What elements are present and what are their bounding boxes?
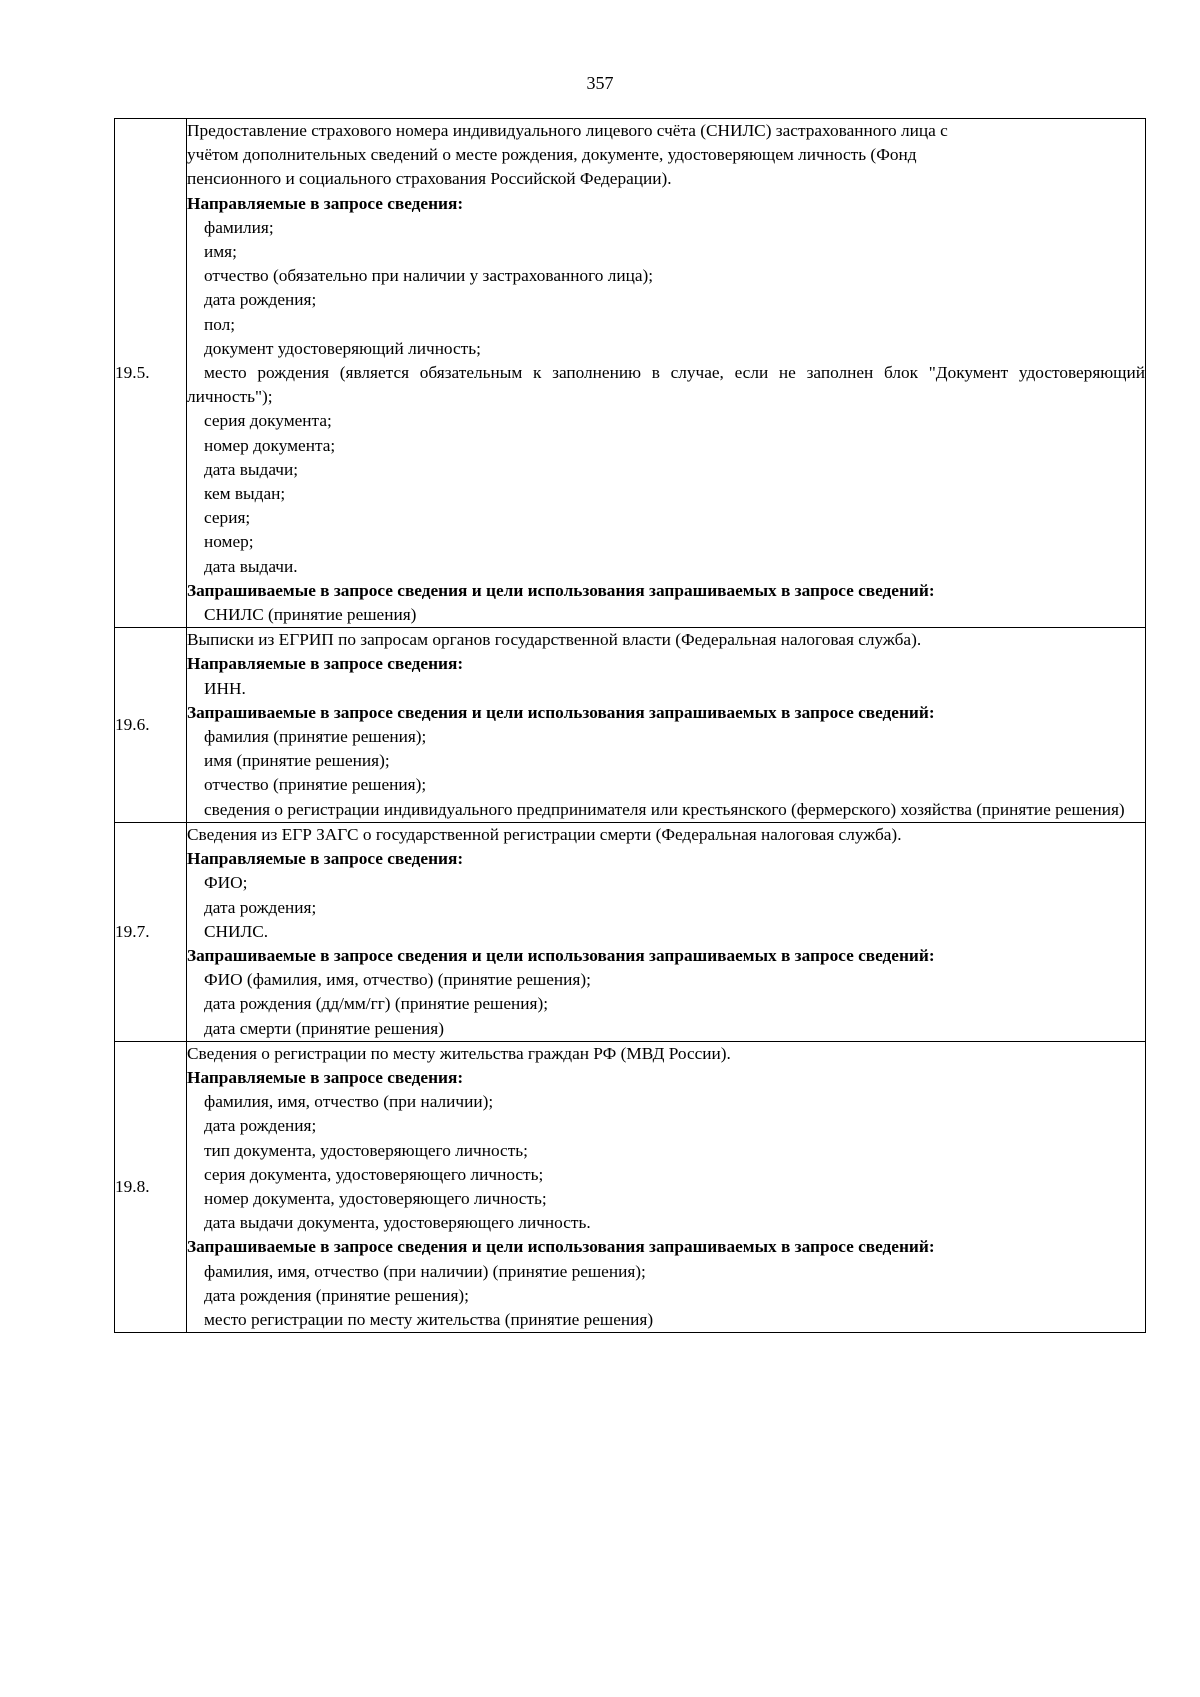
list-item: СНИЛС (принятие решения)	[204, 605, 417, 625]
list-item: кем выдан;	[204, 484, 286, 504]
list-item: дата рождения;	[204, 897, 317, 917]
requested-heading: Запрашиваемые в запросе сведения и цели использования запрашиваемых в запросе сведений:	[187, 945, 935, 965]
list-item: пол;	[204, 314, 236, 334]
list-item: серия документа;	[204, 411, 332, 431]
sent-heading: Направляемые в запросе сведения:	[187, 654, 464, 674]
list-item: фамилия, имя, отчество (при наличии);	[204, 1092, 494, 1112]
sent-heading: Направляемые в запросе сведения:	[187, 193, 464, 213]
row-title-line: Предоставление страхового номера индивидуального лицевого счёта (СНИЛС) застрахованного лица с	[187, 121, 948, 140]
list-item: дата рождения;	[204, 290, 317, 310]
row-title-line: учётом дополнительных сведений о месте рождения, документе, удостоверяющем личность (Фонд	[187, 145, 917, 165]
list-item: дата выдачи.	[204, 556, 298, 576]
list-item: СНИЛС.	[204, 921, 269, 941]
list-item: отчество (принятие решения);	[204, 775, 427, 795]
list-item: имя;	[204, 242, 237, 262]
row-content	[187, 1041, 1146, 1332]
row-title-line: Сведения о регистрации по месту жительства граждан РФ (МВД России).	[187, 1043, 731, 1063]
list-item: номер;	[204, 532, 254, 552]
requested-heading: Запрашиваемые в запросе сведения и цели использования запрашиваемых в запросе сведений:	[187, 702, 935, 722]
list-item: ФИО;	[204, 873, 248, 893]
row-content	[187, 628, 1146, 823]
table-row	[115, 822, 1146, 1041]
list-item: дата рождения (дд/мм/гг) (принятие решения);	[204, 994, 549, 1014]
page-number: 357	[586, 73, 614, 93]
list-item: ФИО (фамилия, имя, отчество) (принятие решения);	[204, 970, 591, 990]
row-number: 19.7.	[115, 822, 187, 1041]
list-item: ИНН.	[204, 678, 246, 698]
row-content	[187, 119, 1146, 628]
row-title-line: пенсионного и социального страхования Российской Федерации).	[187, 169, 672, 189]
list-item: дата выдачи документа, удостоверяющего личность.	[204, 1213, 591, 1233]
list-item: номер документа, удостоверяющего личность;	[204, 1188, 547, 1208]
table-row	[115, 628, 1146, 823]
list-item: серия;	[204, 508, 251, 528]
table-row	[115, 1041, 1146, 1332]
requests-table	[114, 118, 1146, 1333]
row-number: 19.8.	[115, 1041, 187, 1332]
list-item: дата рождения (принятие решения);	[204, 1285, 469, 1305]
sent-heading: Направляемые в запросе сведения:	[187, 1067, 464, 1087]
sent-heading: Направляемые в запросе сведения:	[187, 849, 464, 869]
list-item: тип документа, удостоверяющего личность;	[204, 1140, 528, 1160]
requested-heading: Запрашиваемые в запросе сведения и цели использования запрашиваемых в запросе сведений:	[187, 1237, 935, 1257]
row-title-line: Выписки из ЕГРИП по запросам органов государственной власти (Федеральная налоговая служба).	[187, 630, 922, 650]
row-content	[187, 822, 1146, 1041]
list-item: место регистрации по месту жительства (принятие решения)	[204, 1309, 654, 1329]
list-paragraph: место рождения (является обязательным к заполнению в случае, если не заполнен блок "Документ удостоверяющий личность");	[187, 363, 1145, 407]
list-item: фамилия, имя, отчество (при наличии) (принятие решения);	[204, 1261, 646, 1281]
list-item: фамилия (принятие решения);	[204, 727, 427, 747]
list-item: номер документа;	[204, 435, 336, 455]
row-number: 19.5.	[115, 119, 187, 628]
list-item: дата выдачи;	[204, 459, 299, 479]
requested-heading: Запрашиваемые в запросе сведения и цели использования запрашиваемых в запросе сведений:	[187, 580, 935, 600]
list-item: документ удостоверяющий личность;	[204, 338, 481, 358]
list-item: имя (принятие решения);	[204, 751, 390, 771]
list-item: серия документа, удостоверяющего личность;	[204, 1164, 544, 1184]
list-item: фамилия;	[204, 217, 274, 237]
row-number: 19.6.	[115, 628, 187, 823]
list-item: отчество (обязательно при наличии у застрахованного лица);	[204, 266, 654, 286]
list-paragraph: сведения о регистрации индивидуального предпринимателя или крестьянского (фермерского) хозяйства (принятие решения)	[204, 799, 1125, 819]
table-row	[115, 119, 1146, 628]
list-item: дата смерти (принятие решения)	[204, 1018, 444, 1038]
list-item: дата рождения;	[204, 1116, 317, 1136]
row-title-line: Сведения из ЕГР ЗАГС о государственной регистрации смерти (Федеральная налоговая служба).	[187, 824, 902, 844]
